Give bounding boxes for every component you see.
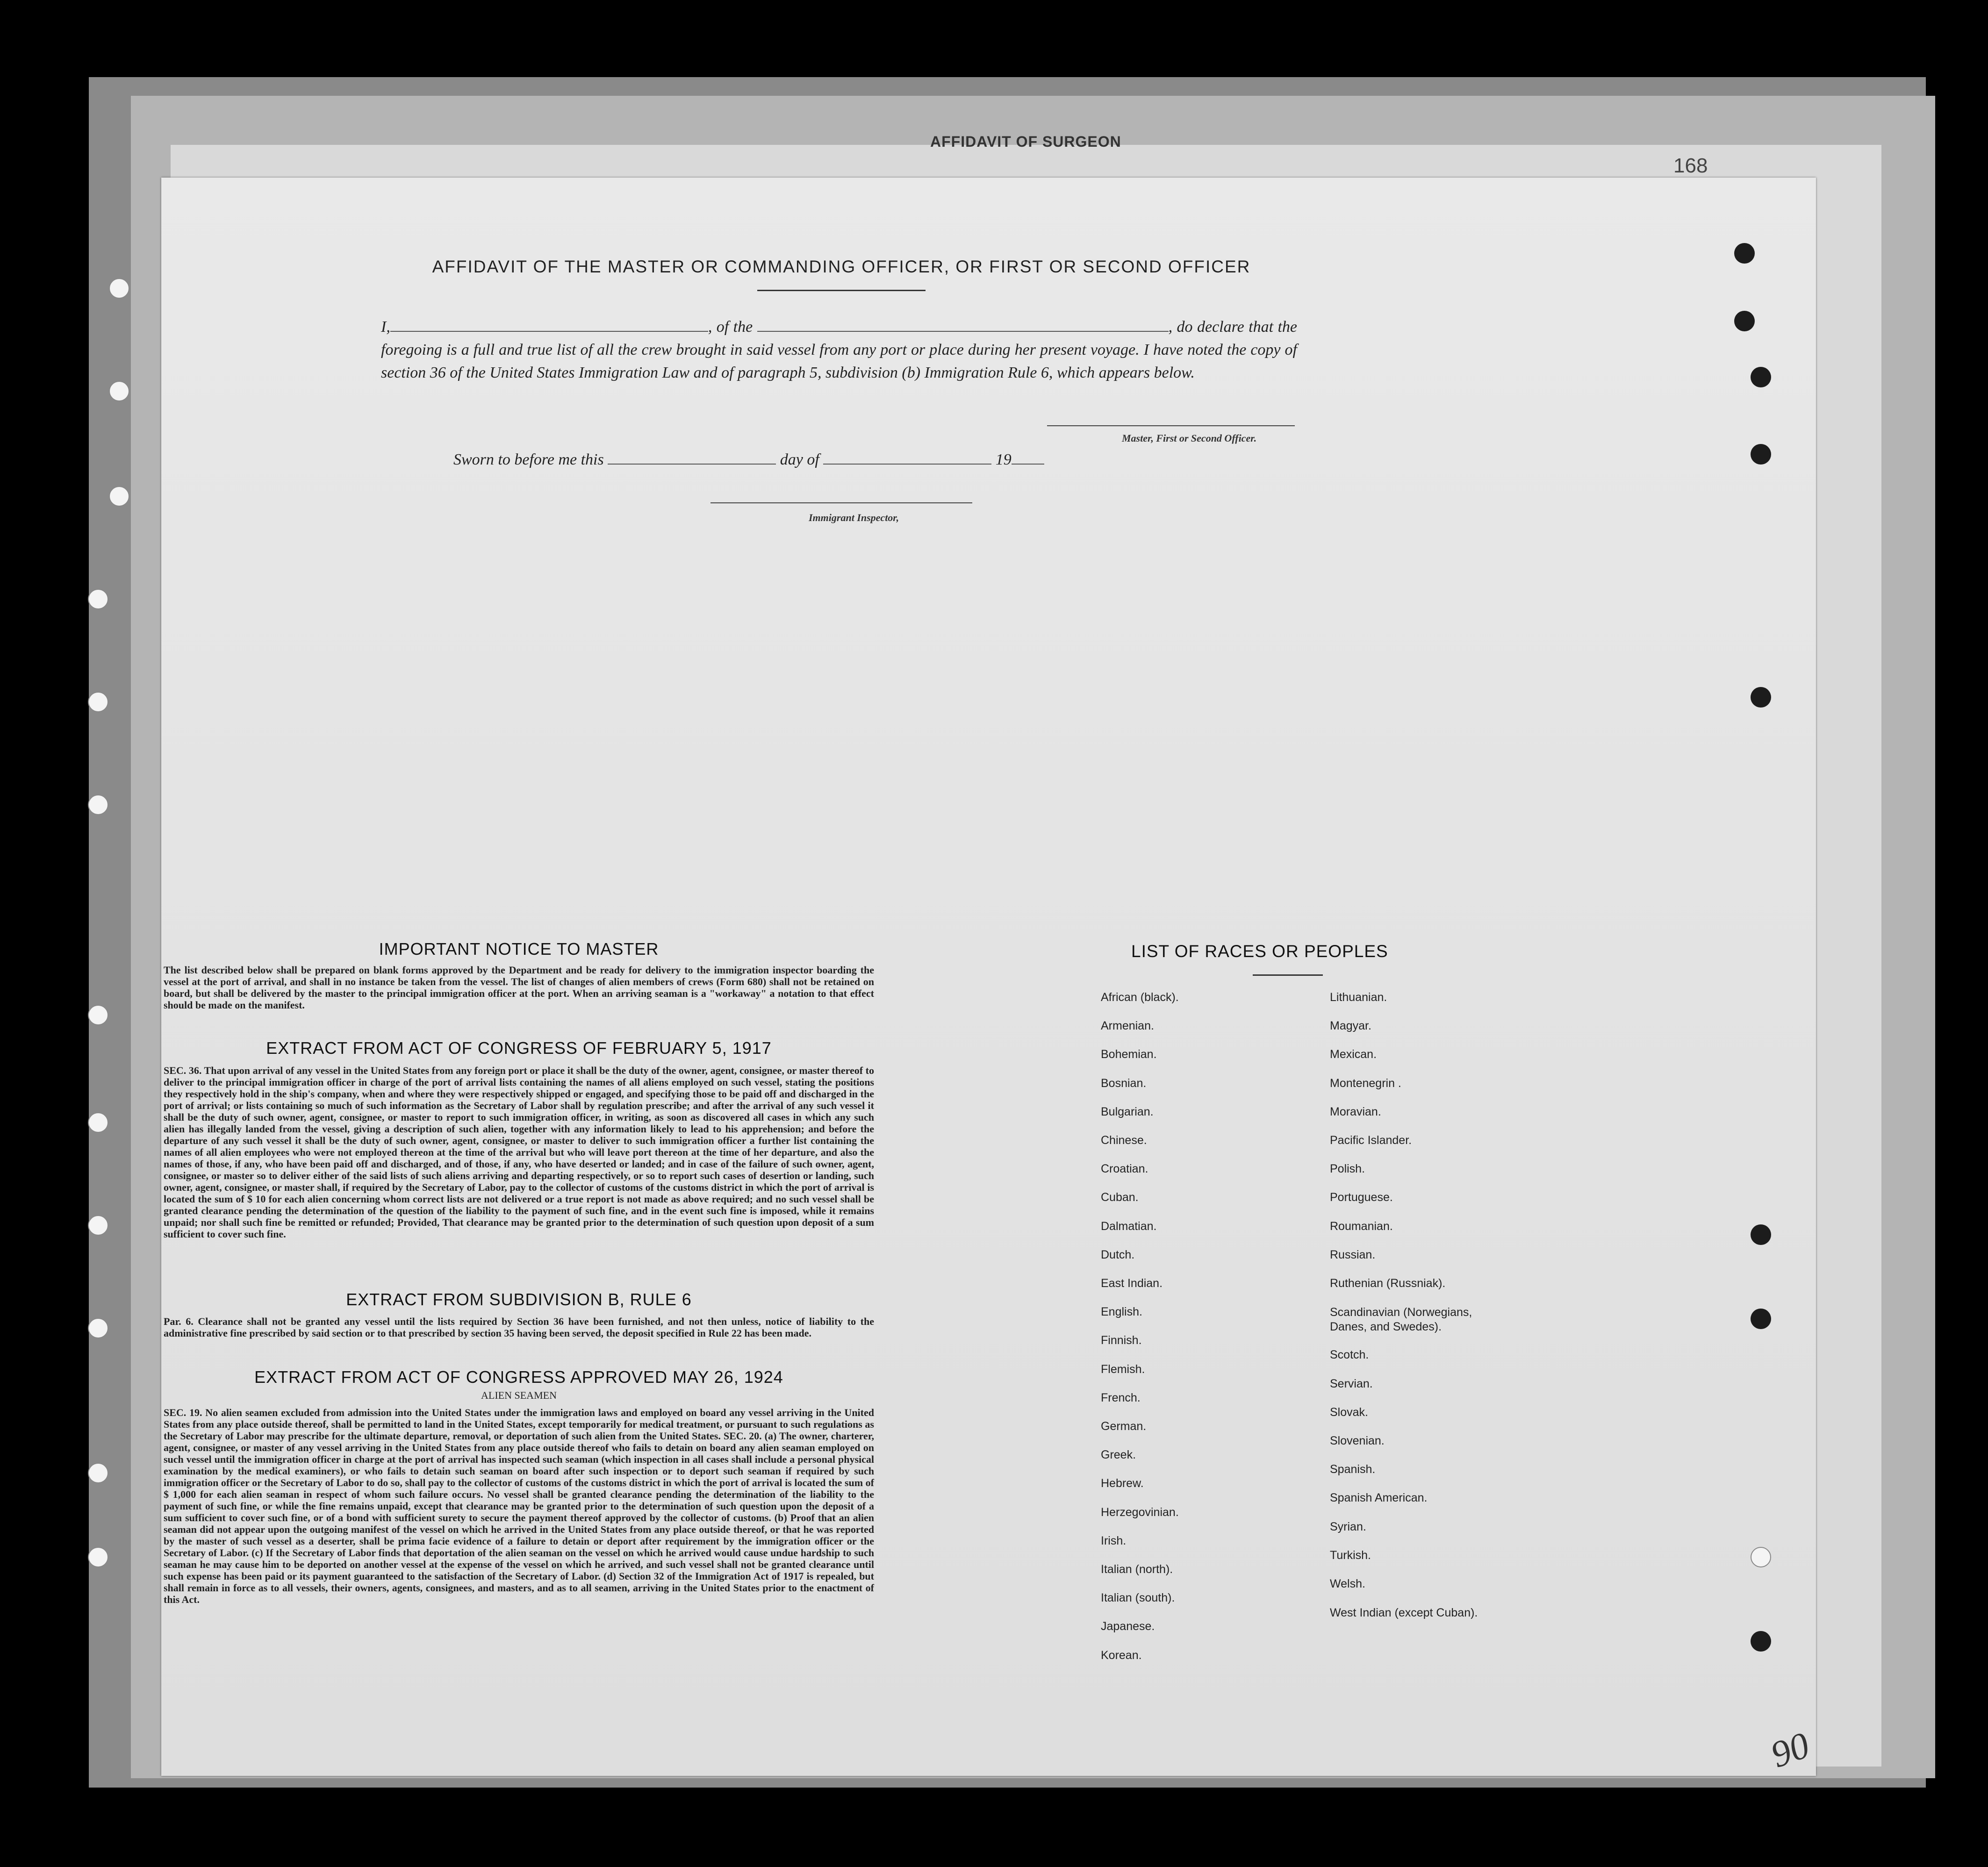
extract2-title: EXTRACT FROM SUBDIVISION B, RULE 6 [346,1290,692,1309]
sworn-day-blank[interactable] [608,464,776,465]
race-item: Cuban. [1101,1191,1139,1204]
race-item: Montenegrin . [1330,1076,1401,1090]
race-item: Portuguese. [1330,1191,1393,1204]
binder-hole [1751,1309,1771,1329]
year-prefix: 19 [995,451,1012,468]
binder-hole [1751,1224,1771,1245]
declaration-i: I, [381,318,390,336]
race-item: Mexican. [1330,1048,1377,1061]
binder-hole [88,1318,108,1338]
notice-body: The list described below shall be prepared on blank forms approved by the Department and be ready for delivery to the immigration inspector boarding the vessel at the port of arrival, and shall in no instance be taken from the vessel. The list of changes of alien members of crews (Form 680) shall not be retained on board, but shall be delivered by the master to the principal immigration officer at the port. When an arriving seaman is a "workaway" a notation to that effect should be made on the manifest. [164,964,874,1011]
race-item: Italian (north). [1101,1563,1173,1576]
binder-hole [1751,444,1771,465]
race-item: Russian. [1330,1248,1376,1261]
race-item: Turkish. [1330,1548,1371,1562]
name-blank[interactable] [390,331,708,332]
race-item: Japanese. [1101,1620,1155,1633]
race-item: Scotch. [1330,1348,1369,1362]
sworn-year-blank[interactable] [1012,464,1044,465]
race-item: Armenian. [1101,1019,1154,1033]
race-item: Slovak. [1330,1405,1368,1419]
race-item: Servian. [1330,1377,1373,1390]
race-item: Polish. [1330,1162,1365,1176]
binder-hole [88,794,108,815]
race-item: Magyar. [1330,1019,1371,1033]
title-underline [757,290,926,291]
race-item: West Indian (except Cuban). [1330,1606,1478,1620]
sworn-statement [453,451,1044,469]
binder-hole [1751,367,1771,387]
race-item: Herzegovinian. [1101,1505,1179,1519]
race-item: African (black). [1101,991,1179,1004]
race-item: English. [1101,1305,1142,1319]
race-item: Dutch. [1101,1248,1135,1261]
binder-hole [88,1547,108,1567]
binder-hole [109,486,129,507]
race-item: Pacific Islander. [1330,1134,1412,1147]
race-item: Croatian. [1101,1162,1148,1176]
sworn-month-blank[interactable] [823,464,991,465]
declaration [381,315,1297,384]
race-item: Scandinavian (Norwegians, Danes, and Swedes). [1330,1306,1472,1334]
binder-hole [1751,1547,1771,1567]
binder-hole [1751,687,1771,708]
race-item: Welsh. [1330,1577,1365,1590]
race-item: Syrian. [1330,1520,1366,1533]
declaration-do-declare: , do declare [1168,318,1244,336]
race-item: Ruthenian (Russniak). [1330,1277,1446,1290]
race-item: Spanish American. [1330,1491,1428,1505]
binder-hole [88,1215,108,1236]
binder-hole [1734,311,1755,331]
inspector-signature-line[interactable] [711,502,972,503]
extract2-body: Par. 6. Clearance shall not be granted any vessel until the lists required by Section 36 have been furnished, and not then unless, notice of liability to the administrative fine prescribed by said section or to that prescribed by section 35 having been served, the deposit specified in Rule 22 has been made. [164,1316,874,1339]
race-item: Finnish. [1101,1334,1142,1347]
declaration-of-the: , of the [708,318,753,336]
binder-hole [88,1005,108,1025]
declaration-body: that the foregoing is a full and true list of all the crew brought in said vessel from any port or place during her present voyage. I have noted the copy of section 36 of the United States Immigration Law and of paragraph 5, subdivision (b) Immigration Rule 6, which appears below. [381,318,1297,381]
extract1-body: SEC. 36. That upon arrival of any vessel in the United States from any foreign port or place it shall be the duty of the owner, agent, consignee, or master thereof to deliver to the principal immigration officer in charge of the port of arrival lists containing the names of all aliens employed on such vessel, stating the positions they respectively hold in the ship's company, when and where they were respectively shipped or engaged, and specifying those to be paid off and discharged in the port of arrival; or lists containing so much of such information as the Secretary of Labor shall by regulation prescribe; and after the arrival of any such vessel it shall be the duty of such owner, agent, consignee, or master to report to such immigration officer, in writing, as soon as discovered all cases in which any such alien has illegally landed from the vessel, giving a description of such alien, together with any information likely to lead to his apprehension; and before the departure of any such vessel it shall be the duty of such owner, agent, consignee, or master to deliver to such immigration officer a further list containing the names of all alien employees who were not employed thereon at the time of the arrival but who will leave port thereon at the time of her departure, and also the names of those, if any, who have been paid off and discharged, and of those, if any, who have deserted or landed; and in case of the failure of such owner, agent, consignee, or master so to deliver either of the said lists of such aliens arriving and departing respectively, or so to report such cases of desertion or landing, such owner, agent, consignee, or master shall, if required by the Secretary of Labor, pay to the collector of customs of the customs district in which the port of arrival is located the sum of $ 10 for each alien concerning whom correct lists are not delivered or a true report is not made as above required; and no such vessel shall be granted clearance pending the determination of the question of the liability to the payment of such fine, and in the event such fine is imposed, while it remains unpaid; nor shall such fine be remitted or refunded; Provided, That clearance may be granted prior to the determination of such question upon deposit of a sum sufficient to cover such fine. [164,1065,874,1240]
notice-title: IMPORTANT NOTICE TO MASTER [379,939,659,959]
binder-hole [88,692,108,712]
back-sheet-header: AFFIDAVIT OF SURGEON [930,133,1121,150]
back-sheet-page-number: 168 [1673,154,1708,177]
binder-hole [88,1463,108,1483]
extract1-title: EXTRACT FROM ACT OF CONGRESS OF FEBRUARY 5, 1917 [266,1038,772,1058]
corner-handwritten-mark: 90 [1766,1724,1815,1776]
race-item: East Indian. [1101,1277,1163,1290]
race-item: German. [1101,1420,1147,1433]
extract3-subtitle: ALIEN SEAMEN [481,1389,557,1401]
race-item: Moravian. [1330,1105,1381,1118]
extract3-body: SEC. 19. No alien seamen excluded from admission into the United States under the immigration laws and employed on board any vessel arriving in the United States from any place outside thereof, shall be permitted to land in the United States, except temporarily for medical treatment, or pursuant to such regulations as the Secretary of Labor may prescribe for the ultimate departure, removal, or deportation of such alien from the United States. SEC. 20. (a) The owner, charterer, agent, consignee, or master of any vessel arriving in the United States from any place outside thereof who fails to detain on board any alien seaman employed on such vessel until the immigration officer in charge at the port of arrival has inspected such seaman (which inspection in all cases shall include a personal physical examination by the medical examiners), or who fails to detain such seaman on board after such inspection or to deport such seaman if required by such immigration officer or the Secretary of Labor to do so, shall pay to the collector of customs of the customs district in which the port of arrival is located the sum of $ 1,000 for each alien seaman in respect of whom such failure occurs. No vessel shall be granted clearance pending the determination of the liability to the payment of such fine, or while the fine remains unpaid, except that clearance may be granted prior to the determination of such question upon the deposit of a sum sufficient to cover such fine, or of a bond with sufficient surety to secure the payment thereof approved by the collector of customs. (b) Proof that an alien seaman did not appear upon the outgoing manifest of the vessel on which he arrived in the United States from any place outside thereof, or that he was reported by the master of such vessel as a deserter, shall be prima facie evidence of a failure to detain or deport after requirement by the immigration officer or the Secretary of Labor. (c) If the Secretary of Labor finds that deportation of the alien seaman on the vessel on which he arrived would cause undue hardship to such seaman he may cause him to be deported on another vessel at the expense of the vessel on which he arrived, and such vessel shall not be granted clearance until such expense has been paid or its payment guaranteed to the satisfaction of the Secretary of Labor. (d) Section 32 of the Immigration Act of 1917 is repealed, but shall remain in force as to all vessels, their owners, agents, consignees, and masters, and as to all seamen, arriving in the United States prior to the enactment of this Act. [164,1407,874,1605]
binder-hole [88,589,108,609]
race-item: Slovenian. [1330,1434,1385,1447]
race-item: Dalmatian. [1101,1219,1157,1233]
race-item: Bohemian. [1101,1048,1157,1061]
binder-hole [1734,243,1755,264]
master-signature-line[interactable] [1047,425,1295,426]
inspector-caption: Immigrant Inspector, [809,512,899,523]
race-item: Roumanian. [1330,1219,1393,1233]
race-item: Flemish. [1101,1362,1145,1376]
races-underline [1253,974,1323,976]
affidavit-title: AFFIDAVIT OF THE MASTER OR COMMANDING OFFICER, OR FIRST OR SECOND OFFICER [432,257,1251,276]
vessel-blank[interactable] [757,331,1169,332]
sworn-text: Sworn to before me this [453,451,604,468]
race-item: Bosnian. [1101,1076,1147,1090]
race-item: Lithuanian. [1330,991,1387,1004]
race-item: Korean. [1101,1648,1142,1662]
race-item: Greek. [1101,1448,1136,1462]
day-of-text: day of [780,451,819,468]
binder-hole [1751,1631,1771,1652]
race-item: Chinese. [1101,1134,1147,1147]
binder-hole [109,278,129,299]
binder-hole [109,381,129,401]
master-signature-caption: Master, First or Second Officer. [1122,432,1257,444]
race-item: Bulgarian. [1101,1105,1154,1118]
extract3-title: EXTRACT FROM ACT OF CONGRESS APPROVED MAY 26, 1924 [254,1367,783,1387]
race-item: Irish. [1101,1534,1127,1547]
race-item: Hebrew. [1101,1477,1144,1490]
races-title: LIST OF RACES OR PEOPLES [1131,942,1388,961]
race-item: Italian (south). [1101,1591,1175,1605]
binder-hole [88,1112,108,1133]
race-item: Spanish. [1330,1463,1376,1476]
race-item: French. [1101,1391,1141,1404]
